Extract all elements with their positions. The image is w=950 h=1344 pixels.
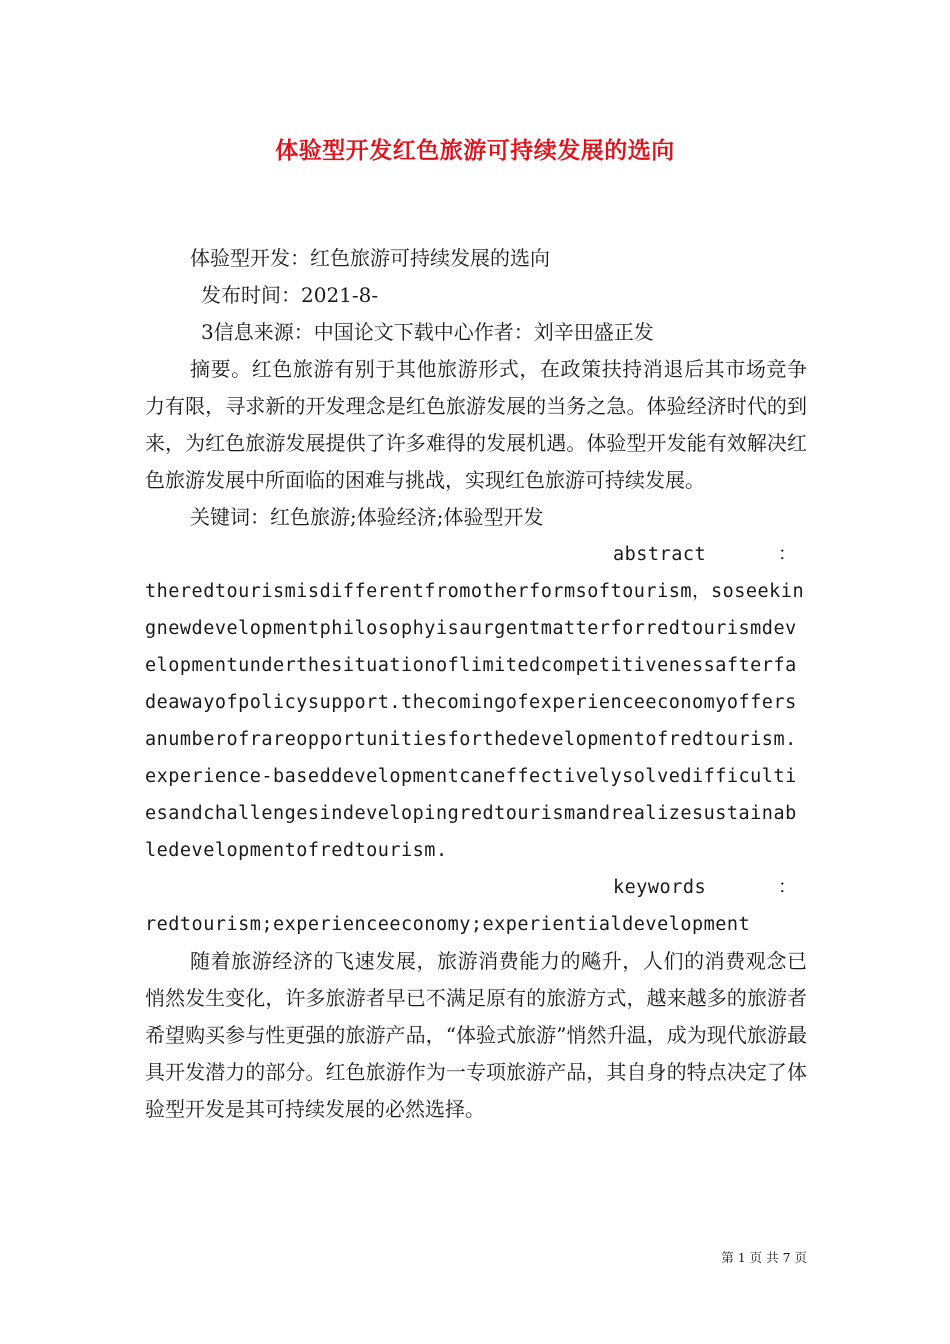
publish-time: 发布时间：2021-8- bbox=[201, 283, 379, 307]
source-author: 3信息来源：中国论文下载中心作者：刘辛田盛正发 bbox=[201, 320, 654, 344]
page-number: 第 1 页 共 7 页 bbox=[721, 1250, 807, 1265]
abstract-en-label: abstract bbox=[613, 544, 707, 565]
keywords-en: redtourism;experienceeconomy;experientialdevelopment bbox=[145, 914, 751, 935]
abstract-cn: 摘要。红色旅游有别于其他旅游形式，在政策扶持消退后其市场竞争力有限，寻求新的开发理念是红色旅游发展的当务之急。体验经济时代的到来，为红色旅游发展提供了许多难得的发展机遇。体验型开发能有效解决红色旅游发展中所面临的困难与挑战，实现红色旅游可持续发展。 bbox=[145, 357, 807, 492]
document-title: 体验型开发红色旅游可持续发展的选向 bbox=[275, 137, 675, 164]
keywords-en-label: keywords bbox=[613, 877, 707, 898]
subtitle: 体验型开发：红色旅游可持续发展的选向 bbox=[190, 246, 550, 270]
abstract-en-heading bbox=[145, 536, 807, 573]
body-paragraph: 随着旅游经济的飞速发展，旅游消费能力的飚升，人们的消费观念已悄然发生变化，许多旅游者早已不满足原有的旅游方式，越来越多的旅游者希望购买参与性更强的旅游产品，“体验式旅游”悄然升温，成为现代旅游最具开发潜力的部分。红色旅游作为一专项旅游产品，其自身的特点决定了体验型开发是其可持续发展的必然选择。 bbox=[145, 949, 807, 1121]
keywords-en-colon: ： bbox=[777, 877, 797, 898]
abstract-en: theredtourismisdifferentfromotherformsoftourism，soseekingnewdevelopmentphilosophyisaurgentmatterforredtourismdevelopmentunderthesituationoflimitedcompetitivenessafterfadeawayofpolicysupport.thecomingofexperienceeconomyoffersanumberofrareopportunitiesforthedevelopmentofredtourism.experience-baseddevelopmentcaneffectivelysolvedifficultiesandchallengesindevelopingredtourismandrealizesustainabledevelopmentofredtourism. bbox=[145, 581, 805, 861]
keywords-en-heading bbox=[145, 869, 807, 906]
keywords-cn: 关键词：红色旅游;体验经济;体验型开发 bbox=[190, 505, 544, 529]
document-body bbox=[145, 240, 807, 1128]
abstract-en-colon: ： bbox=[777, 544, 797, 565]
